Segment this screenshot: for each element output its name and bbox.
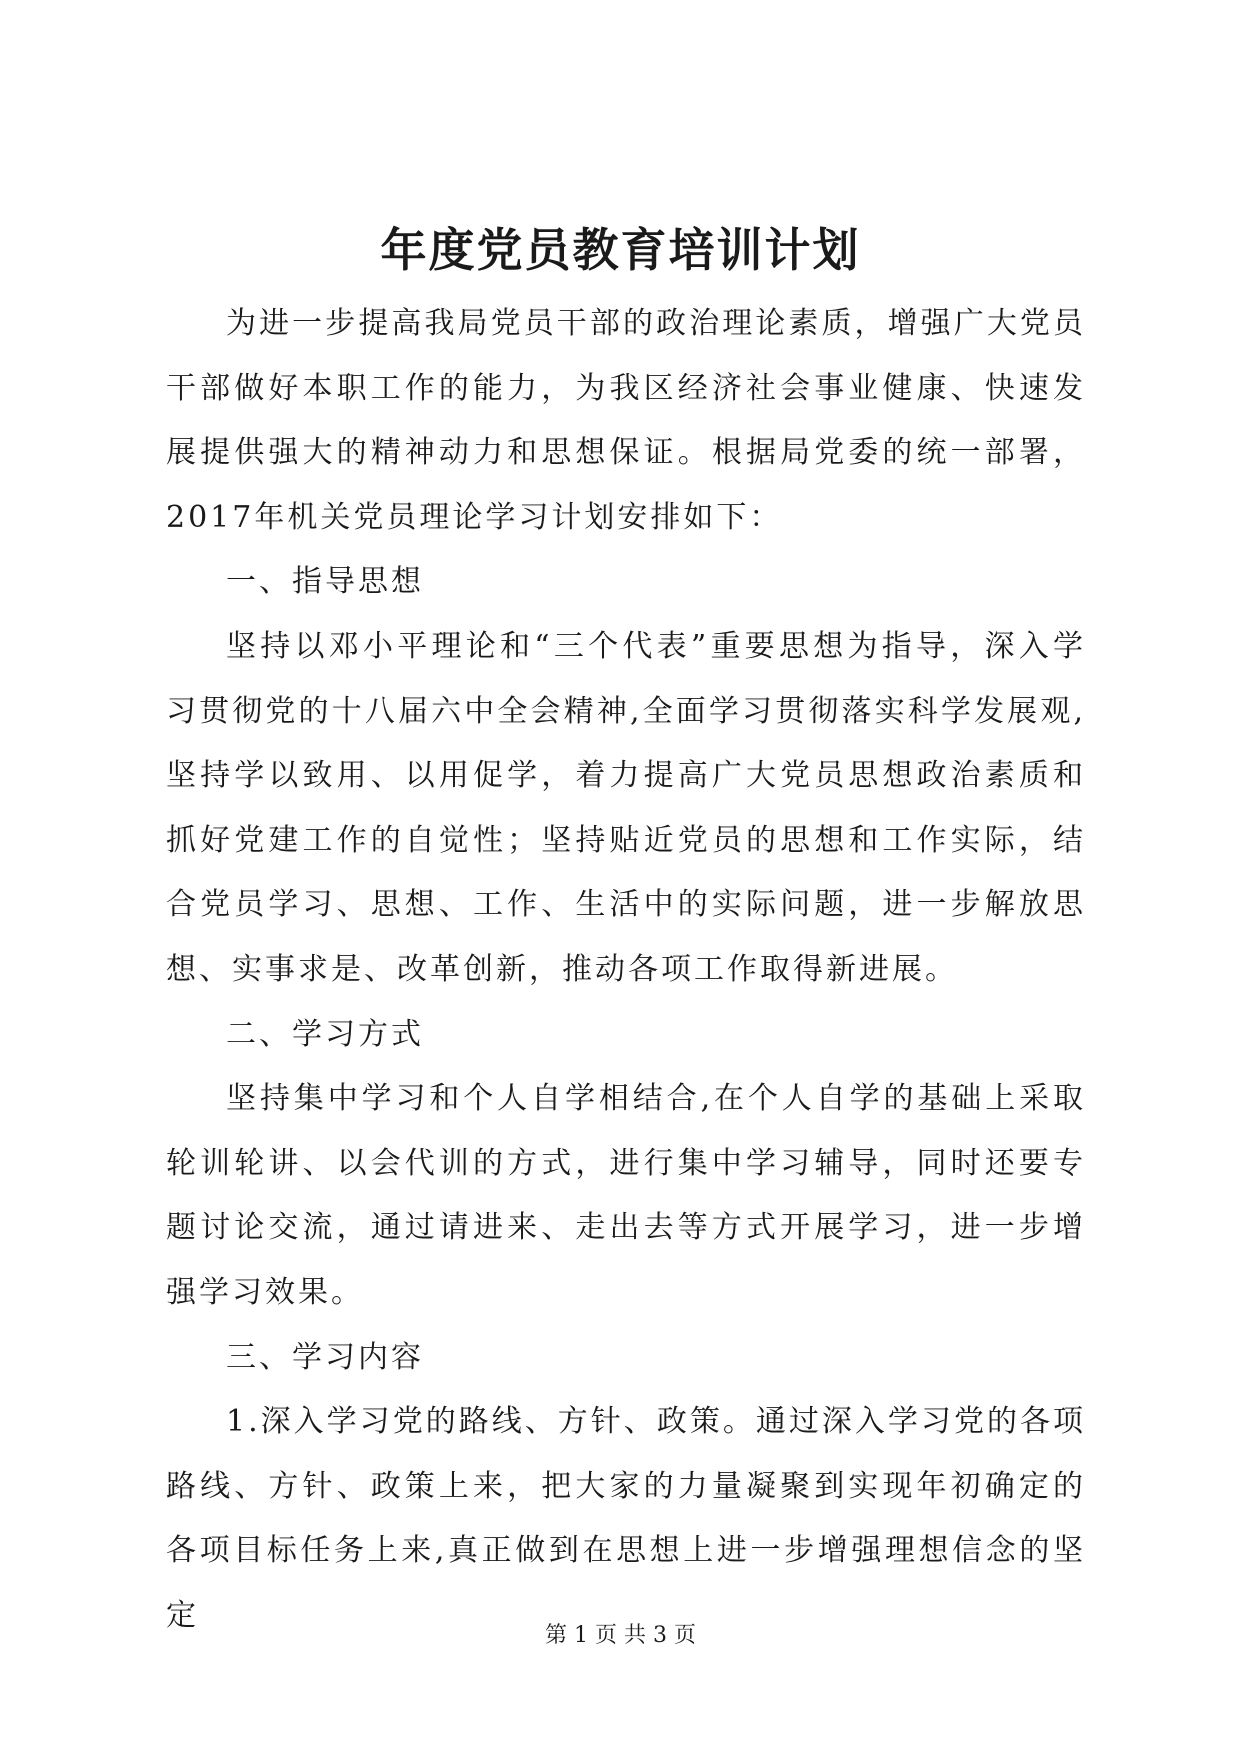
intro-paragraph: 为进一步提高我局党员干部的政治理论素质，增强广大党员干部做好本职工作的能力，为我区经济社会事业健康、快速发展提供强大的精神动力和思想保证。根据局党委的统一部署，2017年机关党员理论学习计划安排如下： bbox=[166, 306, 1086, 535]
section-heading-study-content: 三、学习内容 bbox=[226, 1339, 424, 1375]
page-number: 第 1 页 bbox=[545, 1623, 617, 1648]
page-total: 共 3 页 bbox=[624, 1623, 696, 1648]
study-method-paragraph: 坚持集中学习和个人自学相结合,在个人自学的基础上采取轮训轮讲、以会代训的方式，进行集中学习辅导，同时还要专题讨论交流，通过请进来、走出去等方式开展学习，进一步增强学习效果。 bbox=[166, 1081, 1086, 1310]
document-body bbox=[166, 292, 1086, 1648]
section-heading-study-method: 二、学习方式 bbox=[226, 1016, 424, 1052]
study-content-paragraph: 1.深入学习党的路线、方针、政策。通过深入学习党的各项路线、方针、政策上来，把大家的力量凝聚到实现年初确定的各项目标任务上来,真正做到在思想上进一步增强理想信念的坚定 bbox=[166, 1404, 1086, 1633]
guiding-ideology-paragraph: 坚持以邓小平理论和“三个代表”重要思想为指导，深入学习贯彻党的十八届六中全会精神,全面学习贯彻落实科学发展观,坚持学以致用、以用促学，着力提高广大党员思想政治素质和抓好党建工作的自觉性；坚持贴近党员的思想和工作实际，结合党员学习、思想、工作、生活中的实际问题，进一步解放思想、实事求是、改革创新，推动各项工作取得新进展。 bbox=[166, 628, 1086, 987]
page-footer bbox=[0, 1622, 1241, 1650]
section-heading-guiding-ideology: 一、指导思想 bbox=[226, 564, 424, 600]
document-title: 年度党员教育培训计划 bbox=[380, 223, 861, 277]
